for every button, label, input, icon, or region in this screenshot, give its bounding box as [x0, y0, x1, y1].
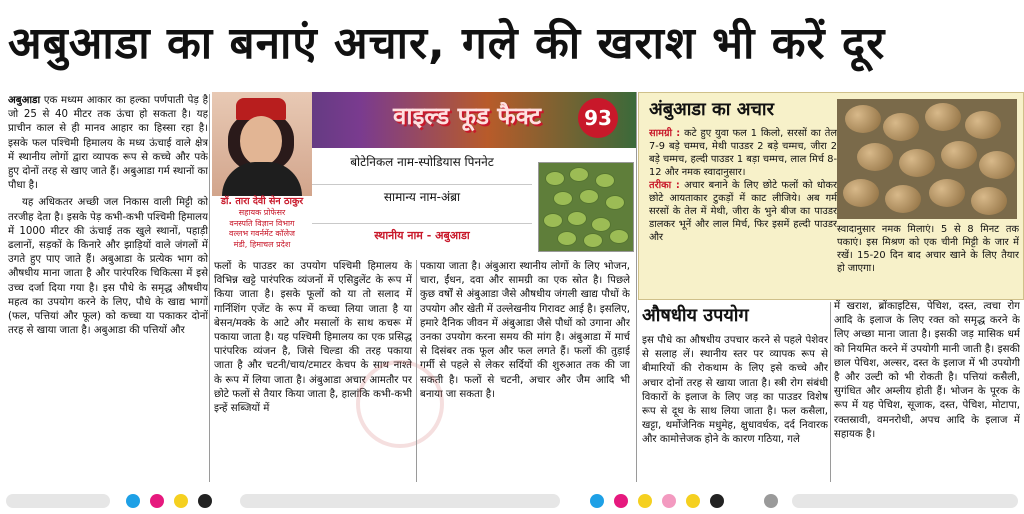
column-divider	[209, 94, 210, 482]
author-role-2: वनस्पति विज्ञान विभाग	[229, 218, 295, 228]
common-name: सामान्य नाम-अंब्रा	[312, 184, 532, 205]
col1-paragraph-2: यह अधिकतर अच्छी जल निकास वाली मिट्टी को तरजीह देता है। इसके पेड़ कभी-कभी पश्चिमी हिमालय में 1000 मीटर की ऊंचाई तक खुले स्थानों, पहाड़ी ढलानों, सड़कों के किनारे और झाड़ियों वाले जंगलों में उगते हुए पाए जाते हैं। अबुआडा के प्रत्येक भाग को औषधीय माना जाता है और पारंपरिक चिकित्सा में इसे उच्च दर्जा दिया गया है। इस पौधे के समृद्ध औषधीय महत्व का उपयोग करने के लिए, पौधे के खाद्य भागों (फल, पत्तियां और फूल) को कच्चा या पकाकर दोनों तरह से खाया जाता है। अबुआडा की पत्तियों और	[8, 197, 208, 337]
banner-tag: वाइल्ड फूड फैक्ट	[393, 102, 541, 130]
recipe-body	[649, 127, 837, 297]
method-label: तरीका :	[649, 180, 680, 191]
article-column-3	[420, 260, 630, 480]
medicinal-text-1: इस पौधे का औषधीय उपचार करने से पहले पेशेवर से सलाह लें। स्थानीय स्तर पर व्यापक रूप से बीमारियों की रोकथाम के लिए इसे कच्चे और अचार दोनों तरह से खाया जाता है। स्त्री रोग संबंधी विकारों के इलाज के लिए जड़ का पाउडर विशेष रूप से दूध के साथ लिया जाता है। फल कसैला, खट्टा, थर्मोजेनिक मधुमेह, क्षुधावर्धक, दर्द निवारक और कामोत्तेजक होने के कारण गठिया, गले	[642, 335, 828, 446]
registration-color-dot	[614, 494, 628, 508]
print-registration-bar	[0, 488, 1024, 514]
medicinal-column-1	[642, 334, 828, 482]
registration-color-dot	[198, 494, 212, 508]
registration-bar-segment	[240, 494, 560, 508]
col3-text: पकाया जाता है। अंबुआरा स्थानीय लोगों के लिए भोजन, चारा, ईंधन, दवा और सामग्री का एक स्रोत है। पिछले कुछ वर्षों से अंबुआडा जैसे औषधीय जंगली खाद्य पौधों के उपयोग और खेती में उल्लेखनीय गिरावट आई है। इसलिए, हमारे दैनिक जीवन में अंबुआडा जैसे पौधों को उगाना और उनका उपयोग करना समय की मांग है। अंबुआडा में मार्च से दिसंबर तक फूल और फल लगते हैं। फलों की तुड़ाई गर्मी से पहले से लेकर सर्दियों की शुरुआत तक की जा सकती है। फलों से चटनी, अचार और जैम आदि भी बनाया जा सकता है।	[420, 261, 630, 400]
col2-text: फलों के पाउडर का उपयोग पश्चिमी हिमालय के विभिन्न खट्टे पारंपरिक व्यंजनों में एसिडुलेंट के रूप में किया जाता है। इसके फूलों को या तो सलाद में गार्निशिंग एजेंट के रूप में कच्चा लिया जाता है या बेसन/मक्के के आटे और मसालों के साथ कचरू में पकाया जाता है। यह पश्चिमी हिमालय का एक प्रसिद्ध पारंपरिक व्यंजन है, जिसे चिल्डा की तरह पकाया जाता है और चटनी/चाय/टमाटर केचप के साथ नाश्ते के रूप में लिया जाता है। अंबुआडा अचार आमतौर पर छोटे फलों से तैयार किया जाता है, हालांकि कभी-कभी इन्हें सब्जियों में	[214, 261, 412, 415]
author-role-4: मंडी, हिमाचल प्रदेश	[233, 239, 291, 249]
lead-word: अबुआडा	[8, 95, 41, 106]
watermark-seal	[356, 360, 444, 448]
medicinal-use-title: औषधीय उपयोग	[642, 305, 749, 326]
registration-bar-segment	[6, 494, 110, 508]
headline: अबुआडा का बनाएं अचार, गले की खराश भी करें दूर	[8, 18, 886, 69]
column-divider	[830, 302, 831, 482]
registration-color-dot	[662, 494, 676, 508]
botanical-name: बोटेनिकल नाम-स्पोडियास पिननेट	[350, 155, 494, 169]
author-name: डॉ. तारा देवी सेन ठाकुर	[220, 196, 304, 207]
local-name: स्थानीय नाम - अबुआडा	[312, 223, 532, 244]
medicinal-column-2	[834, 300, 1020, 482]
registration-color-dot	[174, 494, 188, 508]
registration-color-dot	[126, 494, 140, 508]
author-role-1: सहायक प्रोफेसर	[238, 208, 286, 217]
registration-color-dot	[710, 494, 724, 508]
author-role-3: वल्लभ गवर्नमेंट कॉलेज	[229, 229, 295, 238]
column-divider	[636, 92, 637, 482]
article-column-1	[8, 94, 208, 484]
author-photo	[212, 92, 312, 196]
pickle-recipe-box	[638, 92, 1024, 300]
registration-color-dot	[764, 494, 778, 508]
registration-color-dot	[590, 494, 604, 508]
ingredients-text: कटे हुए युवा फल 1 किलो, सरसों का तेल 7-9 बड़े चम्मच, मेथी पाउडर 2 बड़े चम्मच, जीरा 2 बड़े चम्मच, हल्दी पाउडर 1 बड़ा चम्मच, लाल मिर्च 8-12 और नमक स्वादानुसार।	[649, 128, 837, 178]
registration-color-dot	[686, 494, 700, 508]
col1-paragraph-1: एक मध्यम आकार का हल्का पर्णपाती पेड़ है जो 25 से 40 मीटर तक ऊंचा हो सकता है। यह प्राचीन काल से ही मानव आहार का हिस्सा रहा है। इसके फल पश्चिमी हिमालय के मध्य ऊंचाई वाले क्षेत्र में स्थानीय लोगों द्वारा व्यापक रूप से कच्चे और पके हुए दोनों तरह से खाए जाते हैं। अबुआडा गर्म स्थानों का पौधा है।	[8, 95, 208, 192]
registration-color-dot	[638, 494, 652, 508]
medicinal-text-2: में खराश, ब्रोंकाइटिस, पेचिश, दस्त, त्वचा रोग आदि के इलाज के लिए रक्त को समृद्ध करने के लिए अच्छा माना जाता है। इसकी जड़ मासिक धर्म को नियमित करने में उपयोगी मानी जाती है। इसकी छाल पेचिश, अल्सर, दस्त के इलाज में भी उपयोगी है और उल्टी को भी रोकती है। पत्तियां कसैली, सुगंधित और अम्लीय होती हैं। भोजन के पूरक के रूप में यह पेचिश, सूजाक, दस्त, पेचिश, मोटापा, रक्तस्रावी, वमनरोधी, अपच आदि के इलाज में सहायक है।	[834, 301, 1020, 440]
method-text: अचार बनाने के लिए छोटे फलों को धोकर छोटे आयताकार टुकड़ों में काट लीजिये। अब गर्म सरसों के तेल में मेथी, जीरा के भुने बीज का पाउडर डालकर भूनें और लाल मिर्च, फिर इसमें हल्दी पाउडर और	[649, 180, 837, 243]
recipe-title: अंबुआडा का अचार	[649, 99, 774, 120]
registration-color-dot	[150, 494, 164, 508]
registration-bar-segment	[792, 494, 1018, 508]
fruit-stones-photo	[837, 99, 1017, 219]
fruit-photo	[538, 162, 634, 252]
recipe-continued: स्वादानुसार नमक मिलाएं। 5 से 8 मिनट तक पकाएं। इस मिश्रण को एक चीनी मिट्टी के जार में रखें। 15-20 दिन बाद अचार खाने के लिए तैयार हो जाएगा।	[837, 224, 1019, 274]
fact-number-badge: 93	[578, 98, 618, 138]
column-divider	[416, 260, 417, 482]
ingredients-label: सामग्री :	[649, 128, 681, 139]
author-credit	[212, 196, 312, 256]
